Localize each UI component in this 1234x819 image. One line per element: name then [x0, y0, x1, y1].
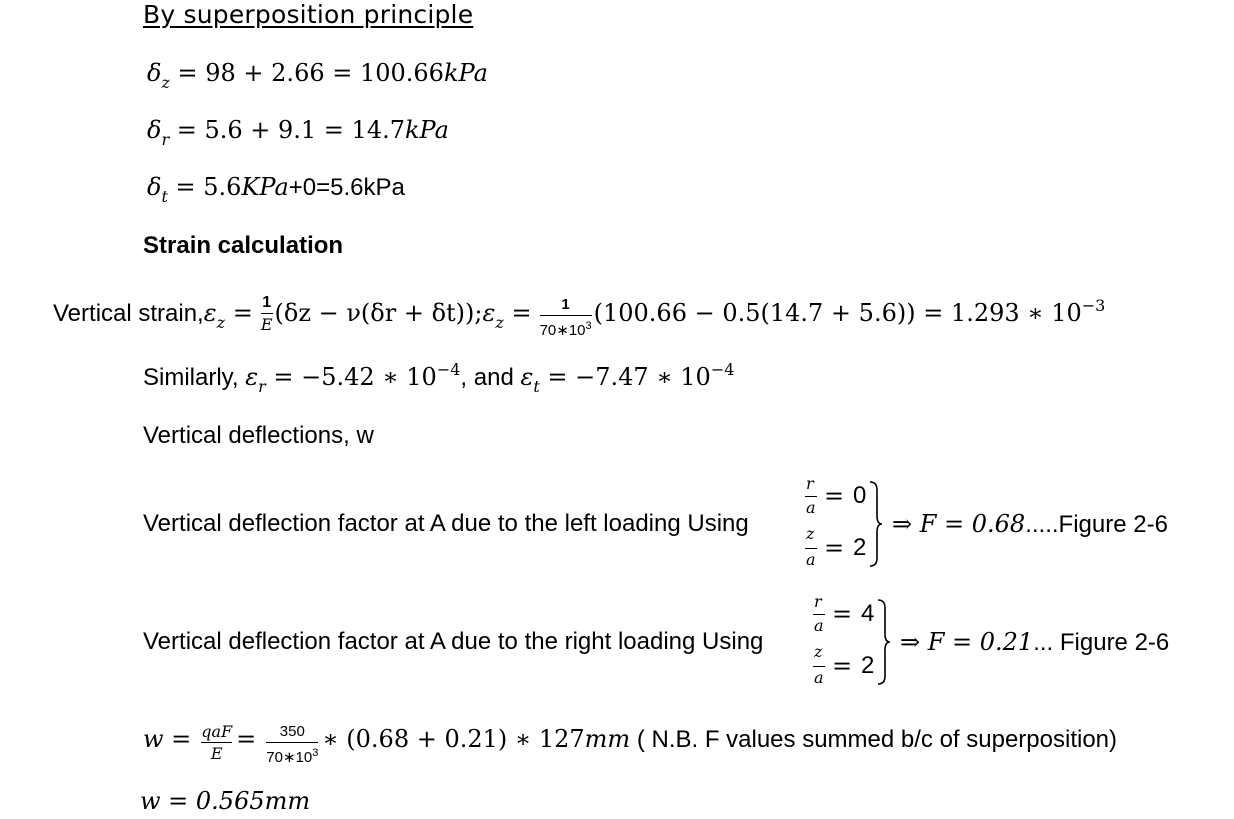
w-formula-line [143, 720, 1118, 766]
fraction-bar [201, 742, 232, 743]
denominator-base: 70∗10 [266, 749, 313, 766]
similarly-line [143, 362, 734, 395]
delta-symbol: δ [147, 59, 162, 87]
subscript: z [161, 73, 170, 92]
w-lhs: w = [143, 725, 192, 754]
expression: = 5.6 + 9.1 = 14.7 [169, 116, 405, 144]
right-brace-icon [868, 480, 884, 568]
unit: kPa [443, 59, 488, 87]
equals: = [824, 482, 845, 510]
numerator: 1 [561, 296, 570, 313]
numerator: 1 [262, 294, 272, 311]
equals: = [832, 652, 853, 680]
equals: = [824, 534, 845, 562]
fraction-bar [813, 666, 825, 667]
denominator: E [210, 744, 223, 763]
a-letter: a [806, 498, 816, 517]
subscript: z [495, 313, 504, 333]
er-value: = −5.42 ∗ 10 [265, 363, 437, 391]
fraction-qaf-over-e [201, 723, 232, 762]
denominator-exponent: 3 [312, 747, 319, 759]
deflection-heading: Vertical deflections, w [143, 422, 374, 449]
and-text: , and [460, 364, 521, 391]
expression-tail: +0=5.6kPa [288, 174, 405, 201]
unit: KPa [241, 173, 289, 201]
fraction-bar [266, 742, 318, 743]
w-expression: ∗ (0.68 + 0.21) ∗ 127 [322, 725, 585, 754]
fraction-bar [805, 496, 817, 497]
strain-expression: (δz − ν(δr + δt)); [274, 299, 483, 328]
figure-reference: .....Figure 2-6 [1025, 511, 1168, 538]
z-over-a-value: 2 [853, 534, 867, 561]
a-letter: a [814, 668, 824, 687]
expression: = 5.6 [167, 173, 242, 201]
equals: = [225, 299, 253, 328]
r-letter: r [806, 474, 814, 493]
w-result: w = 0.565 [140, 787, 265, 815]
stress-z-line [147, 58, 488, 91]
exponent: −3 [1081, 296, 1106, 316]
numerator: qaF [201, 722, 233, 741]
z-letter: z [814, 642, 823, 661]
z-over-a-value: 2 [861, 652, 875, 679]
left-loading-text: Vertical deflection factor at A due to the left loading Using [143, 510, 749, 537]
unit: mm [584, 725, 631, 754]
stress-r-line [147, 115, 449, 148]
delta-symbol: δ [147, 116, 162, 144]
denominator-base: 70∗10 [539, 322, 586, 339]
similarly-text: Similarly, [143, 364, 246, 391]
denominator [540, 318, 592, 339]
subscript: r [258, 377, 266, 396]
r-letter: r [814, 592, 822, 611]
r-over-a-value: 0 [853, 482, 867, 509]
stress-t-line [147, 172, 405, 205]
unit: mm [264, 787, 311, 815]
epsilon-symbol: ε [520, 363, 534, 391]
strain-result: (100.66 − 0.5(14.7 + 5.6)) = 1.293 ∗ 10 [593, 299, 1082, 328]
subscript: t [533, 377, 540, 396]
delta-symbol: δ [147, 173, 162, 201]
a-letter: a [814, 616, 824, 635]
r-over-a-value: 4 [861, 600, 875, 627]
a-letter: a [806, 550, 816, 569]
et-exponent: −4 [710, 360, 735, 379]
strain-heading: Strain calculation [143, 232, 344, 259]
fraction-bar [805, 548, 817, 549]
unit: kPa [404, 116, 449, 144]
fraction-bar [813, 614, 825, 615]
section-heading: By superposition principle [143, 0, 474, 29]
equals: = [503, 299, 532, 328]
epsilon-symbol: ε [203, 299, 217, 328]
right-brace-icon [876, 598, 892, 686]
epsilon-symbol: ε [245, 363, 259, 391]
vertical-strain-label: Vertical strain, [53, 300, 204, 328]
equals: = [832, 600, 853, 628]
fraction-bar [540, 315, 592, 316]
subscript: r [161, 130, 170, 149]
denominator: E [260, 315, 273, 334]
et-value: = −7.47 ∗ 10 [539, 363, 711, 391]
right-loading-text: Vertical deflection factor at A due to the right loading Using [143, 628, 764, 655]
subscript: z [216, 313, 226, 333]
right-loading-result [900, 627, 1169, 658]
epsilon-symbol: ε [482, 299, 496, 328]
denominator [266, 745, 318, 766]
z-letter: z [806, 524, 815, 543]
figure-reference: ... Figure 2-6 [1033, 629, 1170, 656]
left-loading-conditions [800, 474, 900, 578]
f-result: ⇒ F = 0.68 [892, 510, 1026, 538]
denominator-exponent: 3 [585, 320, 592, 332]
vertical-strain-line [53, 294, 1105, 337]
w-result-line [140, 786, 310, 816]
superposition-note: ( N.B. F values summed b/c of superposition) [630, 726, 1118, 754]
fraction-1-over-e [261, 294, 273, 333]
expression: = 98 + 2.66 = 100.66 [169, 59, 444, 87]
f-result: ⇒ F = 0.21 [900, 628, 1034, 656]
er-exponent: −4 [436, 360, 461, 379]
equals: = [236, 725, 257, 754]
fraction-1-over-70e3 [540, 296, 592, 339]
right-loading-conditions [800, 592, 900, 696]
fraction-bar [261, 313, 273, 314]
left-loading-result [892, 509, 1168, 540]
subscript: t [161, 187, 168, 206]
fraction-350-over-70e3 [266, 723, 318, 766]
numerator: 350 [279, 723, 305, 740]
